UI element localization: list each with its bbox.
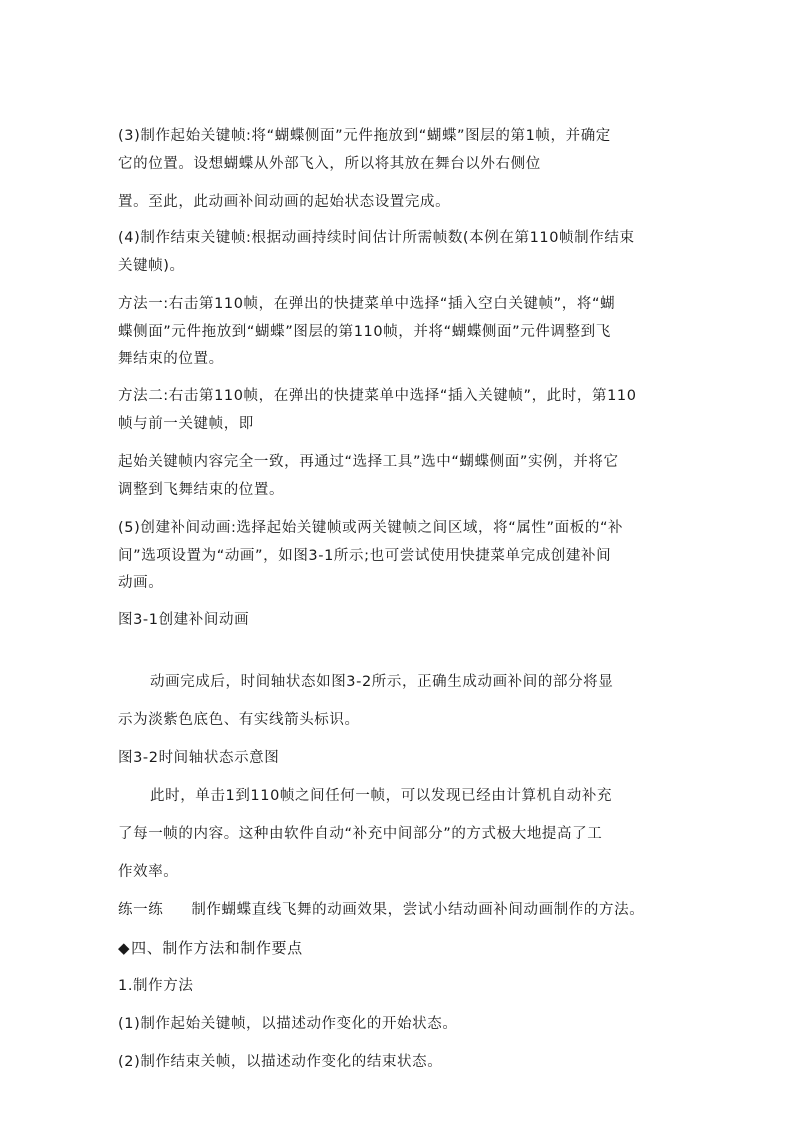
paragraph-line: 动画。 [118, 575, 164, 591]
paragraph-line: 帧与前一关键帧，即 [118, 416, 254, 432]
paragraph-line: 方法一:右击第110帧，在弹出的快捷菜单中选择“插入空白关键帧”，将“蝴 [118, 296, 616, 312]
paragraph-line: 示为淡紫色底色、有实线箭头标识。 [118, 712, 360, 728]
paragraph-line: 蝶侧面”元件拖放到“蝴蝶”图层的第110帧，并将“蝴蝶侧面”元件调整到飞 [118, 324, 611, 340]
practice-text: 制作蝴蝶直线飞舞的动画效果，尝试小结动画补间动画制作的方法。 [191, 902, 645, 918]
figure-caption: 图3-1创建补间动画 [118, 612, 250, 628]
practice-label: 练一练 [118, 902, 164, 918]
section-heading [118, 938, 303, 958]
step-item: (1)制作起始关键帧，以描述动作变化的开始状态。 [118, 1016, 458, 1032]
diamond-icon: ◆ [118, 939, 131, 957]
paragraph-line: 动画完成后，时间轴状态如图3-2所示，正确生成动画补间的部分将显 [150, 674, 614, 690]
paragraph-line: 方法二:右击第110帧，在弹出的快捷菜单中选择“插入关键帧”，此时，第110 [118, 388, 637, 404]
paragraph-line: 间”选项设置为“动画”，如图3-1所示;也可尝试使用快捷菜单完成创建补间 [118, 548, 612, 564]
paragraph-line: (4)制作结束关键帧:根据动画持续时间估计所需帧数(本例在第110帧制作结束 [118, 230, 635, 246]
section-heading-text: 四、制作方法和制作要点 [131, 939, 303, 957]
paragraph-line: 它的位置。设想蝴蝶从外部飞入，所以将其放在舞台以外右侧位 [118, 156, 541, 172]
paragraph-line: 此时，单击1到110帧之间任何一帧，可以发现已经由计算机自动补充 [150, 788, 613, 804]
paragraph-line: 置。至此，此动画补间动画的起始状态设置完成。 [118, 194, 451, 210]
paragraph-line: (3)制作起始关键帧:将“蝴蝶侧面”元件拖放到“蝴蝶”图层的第1帧，并确定 [118, 128, 611, 144]
sub-heading: 1.制作方法 [118, 978, 194, 994]
paragraph-line: 关键帧)。 [118, 258, 185, 274]
paragraph-line: (5)创建补间动画:选择起始关键帧或两关键帧之间区域，将“属性”面板的“补 [118, 520, 624, 536]
practice-line [118, 900, 644, 920]
paragraph-line: 了每一帧的内容。这种由软件自动“补充中间部分”的方式极大地提高了工 [118, 826, 603, 842]
paragraph-line: 舞结束的位置。 [118, 351, 224, 367]
figure-caption: 图3-2时间轴状态示意图 [118, 750, 280, 766]
paragraph-line: 作效率。 [118, 864, 179, 880]
step-item: (2)制作结束关帧，以描述动作变化的结束状态。 [118, 1054, 443, 1070]
paragraph-line: 起始关键帧内容完全一致，再通过“选择工具”选中“蝴蝶侧面”实例，并将它 [118, 454, 619, 470]
paragraph-line: 调整到飞舞结束的位置。 [118, 482, 285, 498]
